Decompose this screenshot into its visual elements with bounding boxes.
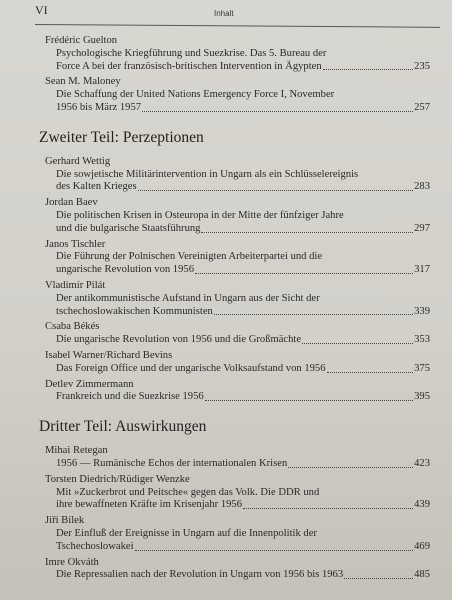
entry-page-number: 469 <box>414 540 430 552</box>
toc-entry <box>45 557 430 583</box>
entry-author: Csaba Békés <box>45 321 100 333</box>
toc-entry <box>45 239 430 277</box>
page-number: VI <box>35 3 48 17</box>
entry-title-line <box>45 499 430 512</box>
entry-author: Janos Tischler <box>45 238 106 250</box>
entry-title-text: tschechoslowakischen Kommunisten <box>56 305 213 317</box>
entry-title-line <box>45 541 430 554</box>
entry-title-line: Die sowjetische Militärintervention in Ungarn als ein Schlüsselereignis <box>56 168 359 180</box>
entry-author: Frédéric Guelton <box>45 35 118 46</box>
entry-title-line: Die Führung der Polnischen Vereinigten Arbeiterpartei und die <box>56 251 323 263</box>
entry-title-text: ihre bewaffneten Kräfte im Krisenjahr 1956 <box>56 499 243 511</box>
entry-title-line <box>45 306 430 319</box>
entry-title-text: und die bulgarische Staatsführung <box>56 222 201 234</box>
entry-author: Gerhard Wettig <box>45 155 111 167</box>
entry-page-number: 423 <box>414 457 430 469</box>
entry-author: Detlev Zimmermann <box>45 378 134 390</box>
toc-entry <box>45 445 430 471</box>
dot-leader <box>323 58 413 71</box>
entry-author: Imre Okváth <box>45 556 99 568</box>
entry-title-line <box>45 102 430 115</box>
entry-title-line: Psychologische Kriegführung und Suezkrise. Das 5. Bureau der <box>56 47 327 59</box>
section-title: Zweiter Teil: Perzeptionen <box>39 128 204 146</box>
entry-title-text: ungarische Revolution von 1956 <box>56 264 194 276</box>
running-title: Inhalt <box>214 9 234 18</box>
entry-page-number: 257 <box>414 101 430 113</box>
table-of-contents <box>39 35 430 585</box>
dot-leader <box>195 261 413 274</box>
dot-leader <box>138 178 414 191</box>
entry-title-text: des Kalten Krieges <box>56 181 137 193</box>
toc-entry <box>45 379 430 405</box>
entry-author: Jordan Baev <box>45 197 98 209</box>
entry-page-number: 395 <box>414 391 430 403</box>
entry-author: Isabel Warner/Richard Bevins <box>45 349 173 361</box>
toc-entry <box>45 197 430 235</box>
toc-entry <box>45 350 430 376</box>
dot-leader <box>205 388 413 401</box>
entry-title-line <box>45 223 430 236</box>
entry-title-line <box>45 334 430 347</box>
entry-title-line: Mit »Zuckerbrot und Peitsche« gegen das Volk. Die DDR und <box>56 486 320 498</box>
toc-entry <box>45 156 430 194</box>
entry-page-number: 353 <box>414 334 430 346</box>
entry-title-text: Frankreich und die Suezkrise 1956 <box>56 391 204 403</box>
entry-title-text: Force A bei der französisch-britischen Intervention in Ägypten <box>56 60 322 72</box>
entry-title-text: 1956 bis März 1957 <box>56 101 142 113</box>
entry-title-line: Der antikommunistische Aufstand in Ungarn aus der Sicht der <box>56 292 320 304</box>
entry-title-line <box>45 264 430 277</box>
section-title: Dritter Teil: Auswirkungen <box>39 418 207 436</box>
page-header <box>0 0 452 24</box>
entry-title-line <box>45 181 430 194</box>
entry-title-line <box>45 61 430 74</box>
entry-page-number: 235 <box>414 60 430 72</box>
entry-page-number: 375 <box>414 362 430 374</box>
entry-title-line: Die politischen Krisen in Osteuropa in der Mitte der fünfziger Jahre <box>56 209 344 221</box>
entry-page-number: 485 <box>414 569 430 581</box>
entry-author: Vladimír Pilát <box>45 279 106 291</box>
entry-title-text: Das Foreign Office und der ungarische Volksaufstand von 1956 <box>56 362 326 374</box>
entry-title-text: Die Repressalien nach der Revolution in Ungarn von 1956 bis 1963 <box>56 569 344 581</box>
dot-leader <box>142 99 413 112</box>
dot-leader <box>135 538 414 551</box>
entry-page-number: 339 <box>414 305 430 317</box>
toc-entry <box>45 474 430 512</box>
entry-title-text: Die ungarische Revolution von 1956 und die Großmächte <box>56 334 302 346</box>
entry-title-line <box>45 569 430 582</box>
entry-author: Mihai Retegan <box>45 445 108 457</box>
dot-leader <box>302 331 413 344</box>
toc-entry <box>45 280 430 318</box>
dot-leader <box>344 566 413 579</box>
entry-title-line: Die Schaffung der United Nations Emergency Force I, November <box>56 89 335 101</box>
toc-entry <box>45 321 430 347</box>
entry-title-line <box>45 391 430 404</box>
entry-title-line: Der Einfluß der Ereignisse in Ungarn auf die Innenpolitik der <box>56 527 317 539</box>
dot-leader <box>327 360 414 373</box>
entry-page-number: 297 <box>414 222 430 234</box>
dot-leader <box>214 303 413 316</box>
entry-page-number: 439 <box>414 499 430 511</box>
dot-leader <box>288 455 413 468</box>
entry-author: Torsten Diedrich/Rüdiger Wenzke <box>45 473 190 485</box>
toc-entry <box>45 35 430 73</box>
entry-author: Jiří Bílek <box>45 515 85 527</box>
entry-title-text: Tschechoslowakei <box>56 540 134 552</box>
toc-entry <box>45 515 430 553</box>
entry-title-text: 1956 — Rumänische Echos der internationalen Krisen <box>56 457 288 469</box>
entry-author: Sean M. Maloney <box>45 76 121 88</box>
entry-page-number: 283 <box>414 181 430 193</box>
toc-entry <box>45 76 430 114</box>
entry-title-line <box>45 458 430 471</box>
entry-title-line <box>45 363 430 376</box>
dot-leader <box>243 496 413 509</box>
entry-page-number: 317 <box>414 264 430 276</box>
header-rule <box>35 24 440 28</box>
dot-leader <box>201 220 413 233</box>
